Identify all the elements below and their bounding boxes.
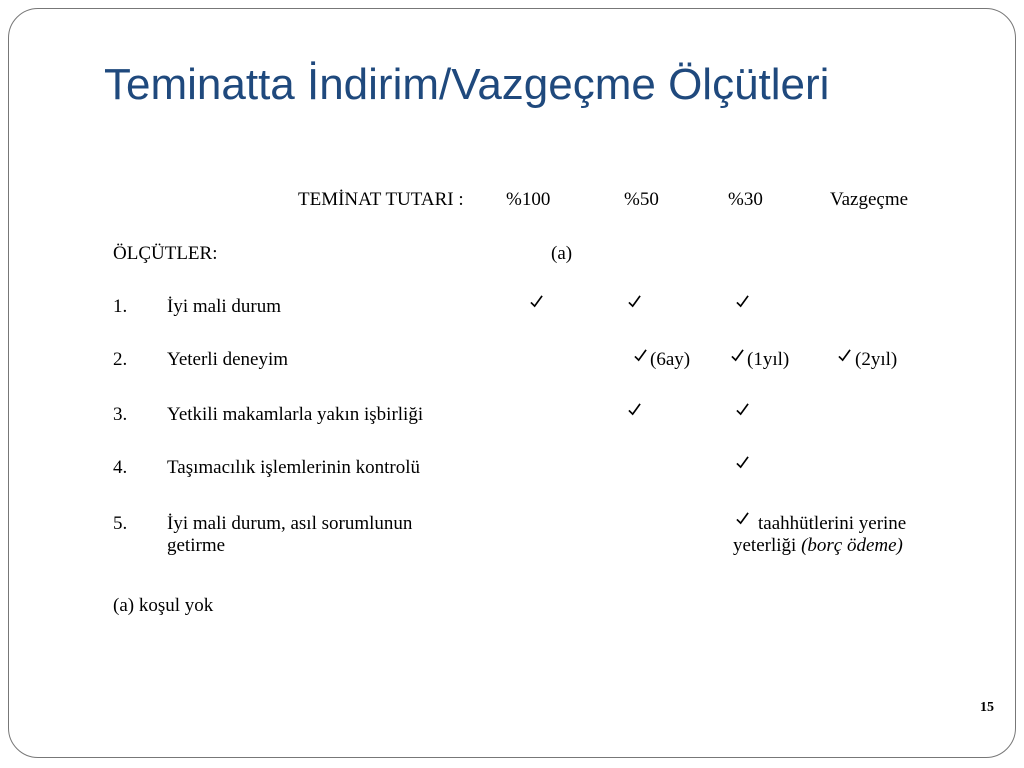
check-icon: [736, 400, 749, 422]
check-icon: [628, 400, 641, 422]
slide-title: Teminatta İndirim/Vazgeçme Ölçütleri: [104, 60, 830, 109]
column-30: %30: [728, 189, 763, 210]
obligation-note-text: yeterliği: [733, 535, 797, 556]
row-text-line2: getirme: [167, 535, 226, 556]
column-waiver: Vazgeçme: [830, 189, 909, 210]
check-icon: [634, 346, 647, 368]
footnote: (a) koşul yok: [113, 595, 214, 616]
slide-frame: [8, 8, 1016, 758]
experience-note-2yil: (2yıl): [855, 349, 898, 370]
check-icon: [530, 292, 543, 314]
row-text: Yetkili makamlarla yakın işbirliği: [167, 404, 424, 425]
row-text: Taşımacılık işlemlerinin kontrolü: [167, 457, 421, 478]
obligation-note-line2: [733, 535, 903, 557]
row-text-line1: İyi mali durum, asıl sorumlunun: [167, 513, 413, 534]
column-50: %50: [624, 189, 659, 210]
experience-note-6ay: (6ay): [650, 349, 691, 370]
check-icon: [736, 453, 749, 475]
check-icon: [731, 346, 744, 368]
row-number: 2.: [113, 349, 128, 370]
check-icon: [838, 346, 851, 368]
criteria-note: (a): [551, 243, 573, 264]
column-100: %100: [506, 189, 551, 210]
obligation-note-italic: (borç ödeme): [801, 535, 903, 556]
criteria-label: ÖLÇÜTLER:: [113, 243, 218, 264]
row-text: Yeterli deneyim: [167, 349, 289, 370]
row-number: 3.: [113, 404, 128, 425]
check-icon: [736, 509, 749, 531]
check-icon: [736, 292, 749, 314]
row-number: 5.: [113, 513, 128, 534]
coverage-amount-label: TEMİNAT TUTARI :: [298, 189, 464, 210]
row-text: İyi mali durum: [167, 296, 281, 317]
row-number: 1.: [113, 296, 128, 317]
check-icon: [628, 292, 641, 314]
experience-note-1yil: (1yıl): [747, 349, 790, 370]
row-number: 4.: [113, 457, 128, 478]
obligation-note-line1: taahhütlerini yerine: [758, 513, 907, 534]
page-number: 15: [980, 700, 994, 715]
